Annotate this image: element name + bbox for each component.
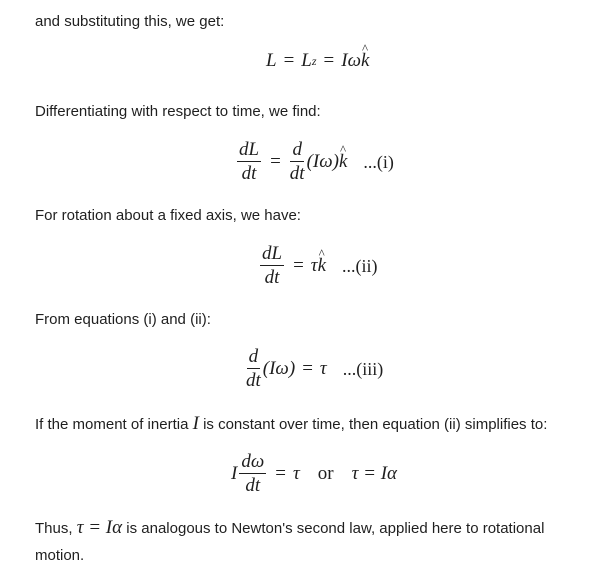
expression-I-omega: (Iω): [262, 358, 296, 379]
denominator: dt: [289, 163, 305, 184]
equation-tag-ii: ...(ii): [342, 255, 378, 276]
equation-i: [235, 140, 394, 184]
symbol-I: I: [192, 413, 199, 434]
text-line-conclusion: [35, 512, 544, 545]
numerator: dω: [241, 451, 265, 472]
equation-tag-i: ...(i): [363, 151, 394, 172]
numerator: dL: [239, 139, 260, 160]
equation-iii: [244, 347, 383, 391]
fraction-dL-dt: [260, 244, 284, 288]
symbol-L: L: [266, 50, 277, 71]
symbol-I: I: [231, 463, 238, 484]
equals-sign: =: [302, 358, 313, 379]
equals-sign: =: [270, 151, 281, 172]
expression-tau-equals-I-alpha: τ = Iα: [76, 517, 123, 538]
numerator: d: [292, 139, 302, 160]
equals-sign: =: [283, 50, 295, 71]
expression-tau-equals-I-alpha: τ = Iα: [351, 463, 398, 484]
unit-vector-k: k ^: [339, 151, 347, 173]
text-segment: is constant over time, then equation (ii) simplifies to:: [203, 416, 548, 433]
text-segment: is analogous to Newton's second law, applied here to rotational: [126, 520, 545, 537]
symbol-Lz: L: [301, 50, 312, 71]
text-line-differentiating: Differentiating with respect to time, we find:: [35, 103, 321, 120]
or-text: or: [317, 463, 334, 484]
text-line-substituting: and substituting this, we get:: [35, 13, 225, 30]
denominator: dt: [241, 163, 257, 184]
text-line-moment-of-inertia: [35, 408, 547, 441]
equation-ii: [258, 244, 378, 288]
fraction-dL-dt: [237, 140, 261, 184]
equals-sign: =: [293, 255, 304, 276]
text-line-rotation: For rotation about a fixed axis, we have:: [35, 207, 301, 224]
numerator: dL: [262, 243, 283, 264]
denominator: dt: [246, 370, 261, 391]
denominator: dt: [264, 267, 280, 288]
fraction-domega-dt: [239, 452, 266, 496]
text-segment: Thus,: [35, 520, 73, 537]
subscript-z: z: [311, 53, 317, 68]
fraction-d-dt: [290, 140, 305, 184]
symbol-tau: τ: [292, 463, 300, 484]
equals-sign: =: [275, 463, 286, 484]
equation-angular-momentum: [266, 50, 369, 72]
symbol-I-omega: Iω: [341, 50, 362, 71]
fraction-d-dt: [246, 347, 261, 391]
equals-sign: =: [323, 50, 335, 71]
symbol-tau: τ: [319, 358, 327, 379]
text-line-motion: motion.: [35, 547, 85, 564]
text-line-from-equations: From equations (i) and (ii):: [35, 311, 211, 328]
numerator: d: [248, 346, 259, 367]
unit-vector-k: k ^: [318, 255, 326, 277]
symbol-tau: τ: [310, 255, 318, 276]
equation-simplified: [231, 452, 397, 496]
equation-tag-iii: ...(iii): [342, 358, 384, 379]
text-segment: If the moment of inertia: [35, 416, 189, 433]
expression-I-omega: (Iω): [306, 151, 339, 172]
unit-vector-k: k ^: [361, 50, 369, 72]
denominator: dt: [245, 475, 261, 496]
